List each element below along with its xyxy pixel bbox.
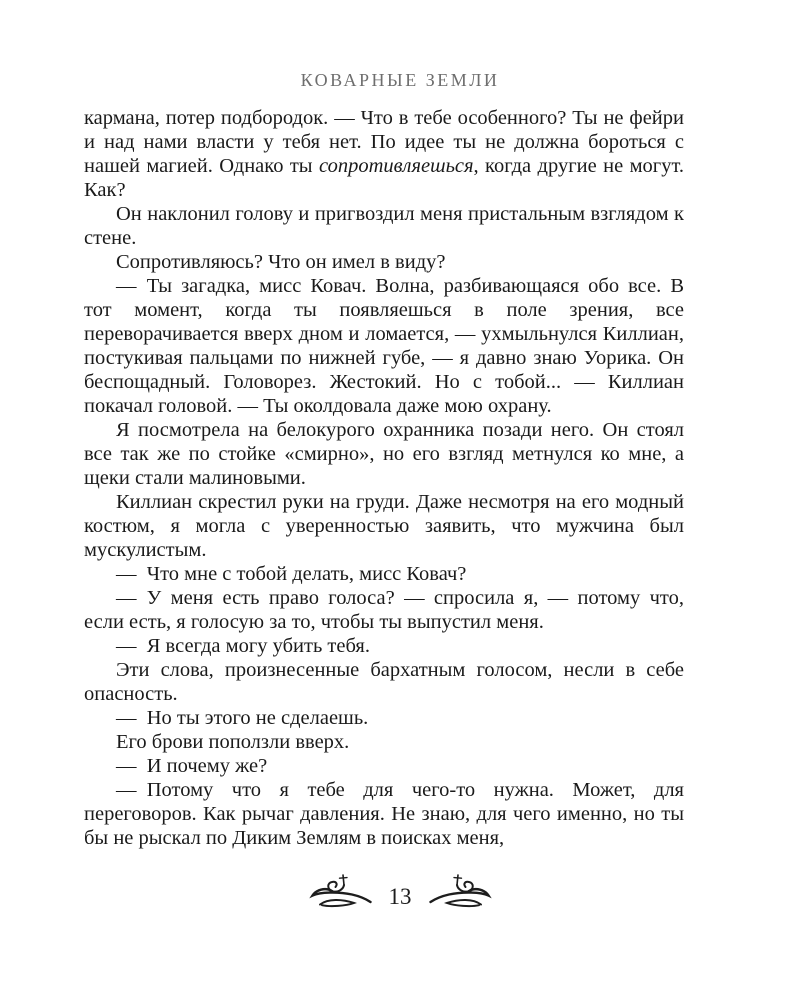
paragraph: — И почему же? (116, 755, 268, 777)
paragraph: — Ты загадка, мисс Ковач. Волна, разбивающаяся обо все. В тот момент, когда ты появляешься в поле зрения, все переворачивается вверх дном и ломается, — ухмыльнулся Киллиан, постукивая пальцами по нижней губе, — я давно знаю Уорика. Он беспощадный. Головорез. Жестокий. Но с тобой... — Киллиан покачал головой. — Ты околдовала даже мою охрану. (84, 275, 684, 417)
body-text (84, 106, 684, 850)
flourish-left-icon (307, 872, 377, 916)
paragraph: Я посмотрела на белокурого охранника позади него. Он стоял все так же по стойке «смирно», но его взгляд метнулся ко мне, а щеки стали малиновыми. (84, 419, 684, 489)
flourish-right-icon (424, 872, 494, 916)
paragraph: Сопротивляюсь? Что он имел в виду? (116, 251, 446, 273)
paragraph: — Что мне с тобой делать, мисс Ковач? (116, 563, 467, 585)
paragraph: Эти слова, произнесенные бархатным голосом, несли в себе опасность. (84, 659, 684, 705)
paragraph: — У меня есть право голоса? — спросила я, — потому что, если есть, я голосую за то, чтобы ты выпустил меня. (84, 587, 684, 633)
paragraph: Его брови поползли вверх. (116, 731, 350, 753)
paragraph: — Потому что я тебе для чего-то нужна. Может, для переговоров. Как рычаг давления. Не знаю, для чего именно, но ты бы не рыскал по Диким Землям в поисках меня, (84, 779, 684, 849)
paragraph: Киллиан скрестил руки на груди. Даже несмотря на его модный костюм, я могла с уверенностью заявить, что мужчина был мускулистым. (84, 491, 684, 561)
paragraph: — Но ты этого не сделаешь. (116, 707, 369, 729)
paragraph: — Я всегда могу убить тебя. (116, 635, 370, 657)
paragraph: кармана, потер подбородок. — Что в тебе особенного? Ты не фейри и над нами власти у тебя нет. По идее ты не должна бороться с нашей магией. Однако ты сопротивляешься, когда другие не могут. Как? (84, 107, 684, 201)
running-header: КОВАРНЫЕ ЗЕМЛИ (300, 70, 500, 90)
page-footer (0, 872, 800, 916)
paragraph: Он наклонил голову и пригвоздил меня пристальным взглядом к стене. (84, 203, 684, 249)
page-number: 13 (388, 883, 412, 909)
